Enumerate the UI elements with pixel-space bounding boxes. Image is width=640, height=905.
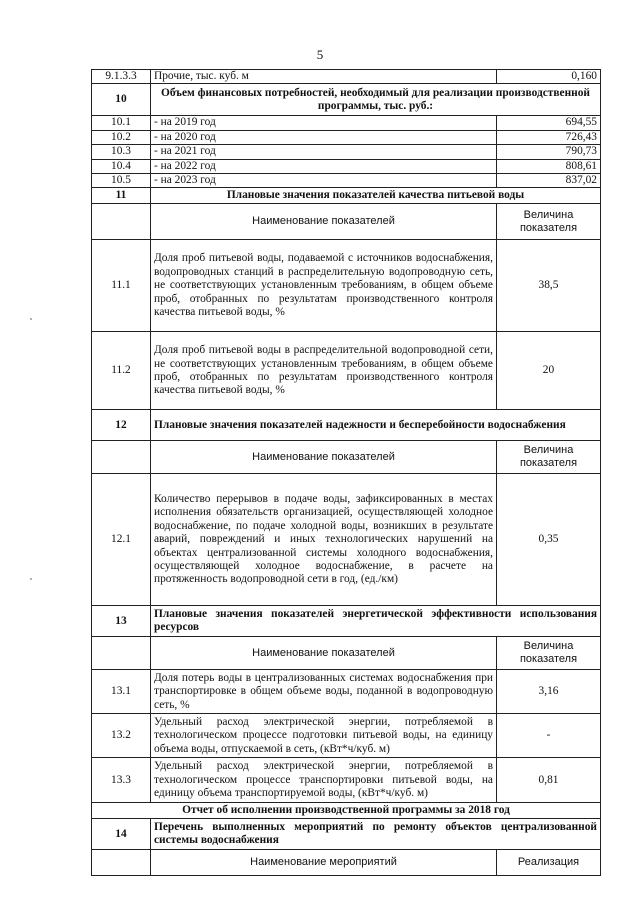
section-header <box>92 410 601 441</box>
row-label: Количество перерывов в подаче воды, зафиксированных в местах исполнения обязательств организацией, осуществляющей холодное водоснабжение, по подаче холодной воды, возникших в результате аварий, повреждений и иных технологических нарушений на объектах централизованной системы холодного водоснабжения, осуществляющей холодное водоснабжение, в расчете на протяженность водопроводной сети в год, (ед./км) <box>151 474 497 606</box>
table-row <box>92 130 601 144</box>
row-number: 10.1 <box>92 116 151 130</box>
row-label: Удельный расход электрической энергии, потребляемой в технологическом процессе подготовки питьевой воды, на единицу объема воды, отпускаемой в сеть, (кВт*ч/куб. м) <box>151 714 497 758</box>
row-value: 0,81 <box>497 758 601 803</box>
row-label: - на 2023 год <box>151 174 497 188</box>
row-number: 11.1 <box>92 240 151 332</box>
program-table <box>91 69 601 876</box>
section-title: Объем финансовых потребностей, необходимый для реализации производственной программы, тыс. руб.: <box>151 84 601 116</box>
row-label: Доля потерь воды в централизованных системах водоснабжения при транспортировке в общем объеме воды, поданной в водопроводную сеть, % <box>151 670 497 714</box>
row-value: - <box>497 714 601 758</box>
section-number: 11 <box>92 188 151 204</box>
row-label: - на 2021 год <box>151 145 497 159</box>
row-value: 0,35 <box>497 474 601 606</box>
table-row <box>92 70 601 84</box>
row-number: 13.3 <box>92 758 151 803</box>
report-header <box>92 803 601 819</box>
table-row <box>92 670 601 714</box>
column-header-name: Наименование показателей <box>151 637 497 670</box>
section-title: Перечень выполненных мероприятий по ремонту объектов централизованной системы водоснабжения <box>151 819 601 850</box>
column-header-row <box>92 204 601 240</box>
row-value: 0,160 <box>497 70 601 84</box>
column-header-value: Величина показателя <box>497 441 601 474</box>
row-label: Доля проб питьевой воды, подаваемой с источников водоснабжения, водопроводных станций в распределительную водопроводную сеть, не соответствующих установленным требованиям, в общем объеме проб, отобранных по результатам производственного контроля качества питьевой воды, % <box>151 240 497 332</box>
row-value: 837,02 <box>497 174 601 188</box>
page-number: 5 <box>316 47 324 62</box>
table-row <box>92 714 601 758</box>
scan-mark <box>30 578 32 580</box>
row-number: 11.2 <box>92 332 151 410</box>
column-header-name: Наименование показателей <box>151 441 497 474</box>
section-title: Плановые значения показателей надежности и бесперебойности водоснабжения <box>151 410 601 441</box>
row-value: 790,73 <box>497 145 601 159</box>
row-label: - на 2022 год <box>151 159 497 173</box>
row-label: Прочие, тыс. куб. м <box>151 70 497 84</box>
table-row <box>92 332 601 410</box>
column-header-value: Величина показателя <box>497 204 601 240</box>
row-value: 38,5 <box>497 240 601 332</box>
row-number: 13.2 <box>92 714 151 758</box>
row-value: 808,61 <box>497 159 601 173</box>
section-number: 10 <box>92 84 151 116</box>
row-number: 9.1.3.3 <box>92 70 151 84</box>
section-title: Плановые значения показателей качества питьевой воды <box>151 188 601 204</box>
section-title: Плановые значения показателей энергетической эффективности использования ресурсов <box>151 606 601 637</box>
column-header-row <box>92 850 601 876</box>
section-header <box>92 606 601 637</box>
column-header-name: Наименование мероприятий <box>151 850 497 876</box>
column-header-row <box>92 441 601 474</box>
row-number: 10.5 <box>92 174 151 188</box>
report-title: Отчет об исполнении производственной программы за 2018 год <box>92 803 601 819</box>
row-number: 10.3 <box>92 145 151 159</box>
table-row <box>92 159 601 173</box>
row-number: 12.1 <box>92 474 151 606</box>
column-header-row <box>92 637 601 670</box>
table-row <box>92 758 601 803</box>
table-row <box>92 240 601 332</box>
column-header-value: Величина показателя <box>497 637 601 670</box>
row-label: Доля проб питьевой воды в распределительной водопроводной сети, не соответствующих установленным требованиям, в общем объеме проб, отобранных по результатам производственного контроля качества питьевой воды, % <box>151 332 497 410</box>
section-header <box>92 188 601 204</box>
section-number: 14 <box>92 819 151 850</box>
column-header-name: Наименование показателей <box>151 204 497 240</box>
section-number: 12 <box>92 410 151 441</box>
row-value: 726,43 <box>497 130 601 144</box>
row-label: - на 2020 год <box>151 130 497 144</box>
section-header <box>92 819 601 850</box>
column-header-value: Реализация <box>497 850 601 876</box>
section-number: 13 <box>92 606 151 637</box>
section-header <box>92 84 601 116</box>
row-number: 10.4 <box>92 159 151 173</box>
table-row <box>92 474 601 606</box>
table-row <box>92 116 601 130</box>
row-number: 10.2 <box>92 130 151 144</box>
row-value: 694,55 <box>497 116 601 130</box>
row-number: 13.1 <box>92 670 151 714</box>
row-label: - на 2019 год <box>151 116 497 130</box>
row-value: 20 <box>497 332 601 410</box>
table-row <box>92 145 601 159</box>
table-row <box>92 174 601 188</box>
row-label: Удельный расход электрической энергии, потребляемой в технологическом процессе транспортировки питьевой воды, на единицу объема транспортируемой воды, (кВт*ч/куб. м) <box>151 758 497 803</box>
scan-mark <box>30 318 32 320</box>
row-value: 3,16 <box>497 670 601 714</box>
